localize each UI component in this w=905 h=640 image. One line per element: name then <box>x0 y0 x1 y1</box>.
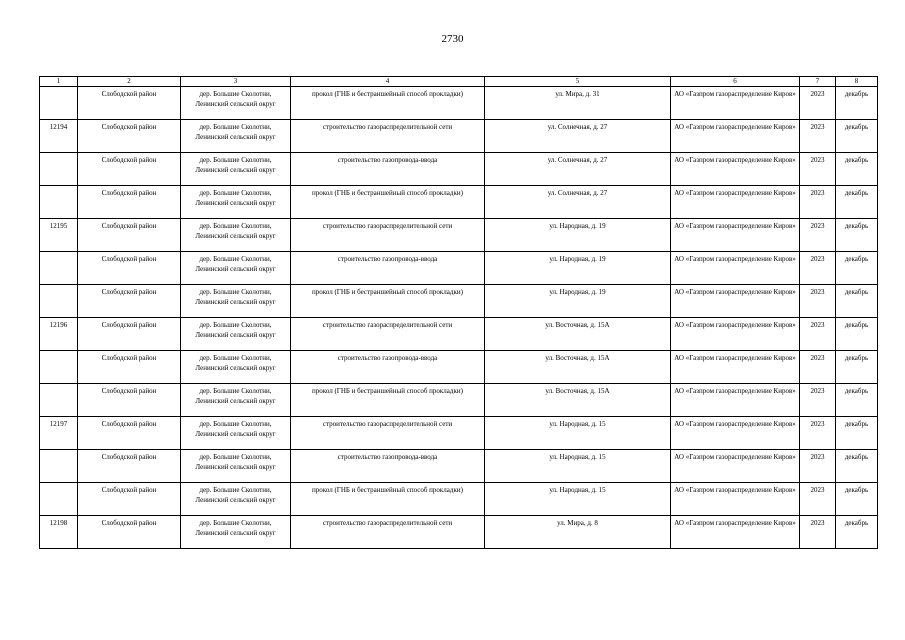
table-row <box>40 417 878 450</box>
locality-cell: дер. Большие Сколотни, Ленинский сельский округ <box>181 318 291 351</box>
district-cell: Слободской район <box>78 285 181 318</box>
table-row <box>40 351 878 384</box>
table-row <box>40 87 878 120</box>
district-cell: Слободской район <box>78 87 181 120</box>
address-cell: ул. Народная, д. 19 <box>485 219 671 252</box>
record-number-cell: 12195 <box>40 219 78 252</box>
year-cell: 2023 <box>800 417 836 450</box>
table-row <box>40 120 878 153</box>
locality-cell: дер. Большие Сколотни, Ленинский сельский округ <box>181 219 291 252</box>
district-cell: Слободской район <box>78 384 181 417</box>
record-number-cell <box>40 186 78 219</box>
record-number-cell <box>40 153 78 186</box>
month-cell: декабрь <box>836 120 878 153</box>
address-cell: ул. Народная, д. 15 <box>485 450 671 483</box>
district-cell: Слободской район <box>78 450 181 483</box>
record-number-cell: 12197 <box>40 417 78 450</box>
organization-cell: АО «Газпром газораспределение Киров» <box>671 318 800 351</box>
organization-cell: АО «Газпром газораспределение Киров» <box>671 120 800 153</box>
table-row <box>40 450 878 483</box>
work-type-cell: прокол (ГНБ и бестраншейный способ прокладки) <box>291 87 485 120</box>
work-type-cell: строительство газораспределительной сети <box>291 516 485 549</box>
month-cell: декабрь <box>836 351 878 384</box>
locality-cell: дер. Большие Сколотни, Ленинский сельский округ <box>181 384 291 417</box>
work-type-cell: строительство газораспределительной сети <box>291 318 485 351</box>
column-header: 7 <box>800 77 836 87</box>
table-header-row <box>40 77 878 87</box>
record-number-cell <box>40 351 78 384</box>
record-number-cell <box>40 252 78 285</box>
district-cell: Слободской район <box>78 516 181 549</box>
year-cell: 2023 <box>800 153 836 186</box>
address-cell: ул. Восточная, д. 15А <box>485 318 671 351</box>
address-cell: ул. Народная, д. 15 <box>485 417 671 450</box>
table-row <box>40 285 878 318</box>
address-cell: ул. Народная, д. 15 <box>485 483 671 516</box>
column-header: 8 <box>836 77 878 87</box>
table-row <box>40 252 878 285</box>
organization-cell: АО «Газпром газораспределение Киров» <box>671 153 800 186</box>
month-cell: декабрь <box>836 516 878 549</box>
address-cell: ул. Народная, д. 19 <box>485 252 671 285</box>
month-cell: декабрь <box>836 153 878 186</box>
address-cell: ул. Народная, д. 19 <box>485 285 671 318</box>
locality-cell: дер. Большие Сколотни, Ленинский сельский округ <box>181 516 291 549</box>
record-number-cell <box>40 483 78 516</box>
district-cell: Слободской район <box>78 483 181 516</box>
year-cell: 2023 <box>800 516 836 549</box>
locality-cell: дер. Большие Сколотни, Ленинский сельский округ <box>181 450 291 483</box>
gasification-table <box>39 76 878 549</box>
table-row <box>40 483 878 516</box>
organization-cell: АО «Газпром газораспределение Киров» <box>671 516 800 549</box>
month-cell: декабрь <box>836 384 878 417</box>
table-row <box>40 219 878 252</box>
month-cell: декабрь <box>836 483 878 516</box>
month-cell: декабрь <box>836 417 878 450</box>
organization-cell: АО «Газпром газораспределение Киров» <box>671 351 800 384</box>
year-cell: 2023 <box>800 252 836 285</box>
work-type-cell: строительство газораспределительной сети <box>291 120 485 153</box>
month-cell: декабрь <box>836 450 878 483</box>
column-header: 3 <box>181 77 291 87</box>
locality-cell: дер. Большие Сколотни, Ленинский сельский округ <box>181 120 291 153</box>
work-type-cell: прокол (ГНБ и бестраншейный способ прокладки) <box>291 483 485 516</box>
table-row <box>40 318 878 351</box>
column-header: 5 <box>485 77 671 87</box>
year-cell: 2023 <box>800 120 836 153</box>
work-type-cell: строительство газопровода-ввода <box>291 153 485 186</box>
organization-cell: АО «Газпром газораспределение Киров» <box>671 285 800 318</box>
column-header: 1 <box>40 77 78 87</box>
month-cell: декабрь <box>836 87 878 120</box>
organization-cell: АО «Газпром газораспределение Киров» <box>671 417 800 450</box>
month-cell: декабрь <box>836 219 878 252</box>
organization-cell: АО «Газпром газораспределение Киров» <box>671 384 800 417</box>
page-number: 2730 <box>441 33 464 45</box>
district-cell: Слободской район <box>78 252 181 285</box>
year-cell: 2023 <box>800 219 836 252</box>
column-header: 4 <box>291 77 485 87</box>
work-type-cell: строительство газораспределительной сети <box>291 219 485 252</box>
district-cell: Слободской район <box>78 351 181 384</box>
year-cell: 2023 <box>800 87 836 120</box>
work-type-cell: строительство газопровода-ввода <box>291 252 485 285</box>
organization-cell: АО «Газпром газораспределение Киров» <box>671 219 800 252</box>
year-cell: 2023 <box>800 285 836 318</box>
district-cell: Слободской район <box>78 153 181 186</box>
address-cell: ул. Восточная, д. 15А <box>485 384 671 417</box>
district-cell: Слободской район <box>78 318 181 351</box>
year-cell: 2023 <box>800 351 836 384</box>
record-number-cell: 12198 <box>40 516 78 549</box>
address-cell: ул. Мира, д. 31 <box>485 87 671 120</box>
locality-cell: дер. Большие Сколотни, Ленинский сельский округ <box>181 483 291 516</box>
work-type-cell: строительство газопровода-ввода <box>291 351 485 384</box>
address-cell: ул. Солнечная, д. 27 <box>485 153 671 186</box>
locality-cell: дер. Большие Сколотни, Ленинский сельский округ <box>181 252 291 285</box>
organization-cell: АО «Газпром газораспределение Киров» <box>671 450 800 483</box>
work-type-cell: строительство газопровода-ввода <box>291 450 485 483</box>
record-number-cell: 12196 <box>40 318 78 351</box>
year-cell: 2023 <box>800 384 836 417</box>
work-type-cell: прокол (ГНБ и бестраншейный способ прокладки) <box>291 285 485 318</box>
record-number-cell <box>40 285 78 318</box>
locality-cell: дер. Большие Сколотни, Ленинский сельский округ <box>181 285 291 318</box>
address-cell: ул. Солнечная, д. 27 <box>485 186 671 219</box>
work-type-cell: строительство газораспределительной сети <box>291 417 485 450</box>
locality-cell: дер. Большие Сколотни, Ленинский сельский округ <box>181 417 291 450</box>
table-row <box>40 384 878 417</box>
district-cell: Слободской район <box>78 186 181 219</box>
address-cell: ул. Восточная, д. 15А <box>485 351 671 384</box>
year-cell: 2023 <box>800 483 836 516</box>
district-cell: Слободской район <box>78 120 181 153</box>
district-cell: Слободской район <box>78 219 181 252</box>
locality-cell: дер. Большие Сколотни, Ленинский сельский округ <box>181 351 291 384</box>
record-number-cell <box>40 384 78 417</box>
record-number-cell: 12194 <box>40 120 78 153</box>
table-row <box>40 153 878 186</box>
year-cell: 2023 <box>800 186 836 219</box>
year-cell: 2023 <box>800 318 836 351</box>
table-row <box>40 186 878 219</box>
locality-cell: дер. Большие Сколотни, Ленинский сельский округ <box>181 153 291 186</box>
month-cell: декабрь <box>836 252 878 285</box>
month-cell: декабрь <box>836 186 878 219</box>
locality-cell: дер. Большие Сколотни, Ленинский сельский округ <box>181 87 291 120</box>
work-type-cell: прокол (ГНБ и бестраншейный способ прокладки) <box>291 186 485 219</box>
organization-cell: АО «Газпром газораспределение Киров» <box>671 186 800 219</box>
organization-cell: АО «Газпром газораспределение Киров» <box>671 87 800 120</box>
column-header: 6 <box>671 77 800 87</box>
record-number-cell <box>40 87 78 120</box>
column-header: 2 <box>78 77 181 87</box>
record-number-cell <box>40 450 78 483</box>
month-cell: декабрь <box>836 318 878 351</box>
address-cell: ул. Мира, д. 8 <box>485 516 671 549</box>
organization-cell: АО «Газпром газораспределение Киров» <box>671 252 800 285</box>
year-cell: 2023 <box>800 450 836 483</box>
district-cell: Слободской район <box>78 417 181 450</box>
month-cell: декабрь <box>836 285 878 318</box>
address-cell: ул. Солнечная, д. 27 <box>485 120 671 153</box>
table-body <box>40 87 878 549</box>
table-row <box>40 516 878 549</box>
work-type-cell: прокол (ГНБ и бестраншейный способ прокладки) <box>291 384 485 417</box>
locality-cell: дер. Большие Сколотни, Ленинский сельский округ <box>181 186 291 219</box>
organization-cell: АО «Газпром газораспределение Киров» <box>671 483 800 516</box>
